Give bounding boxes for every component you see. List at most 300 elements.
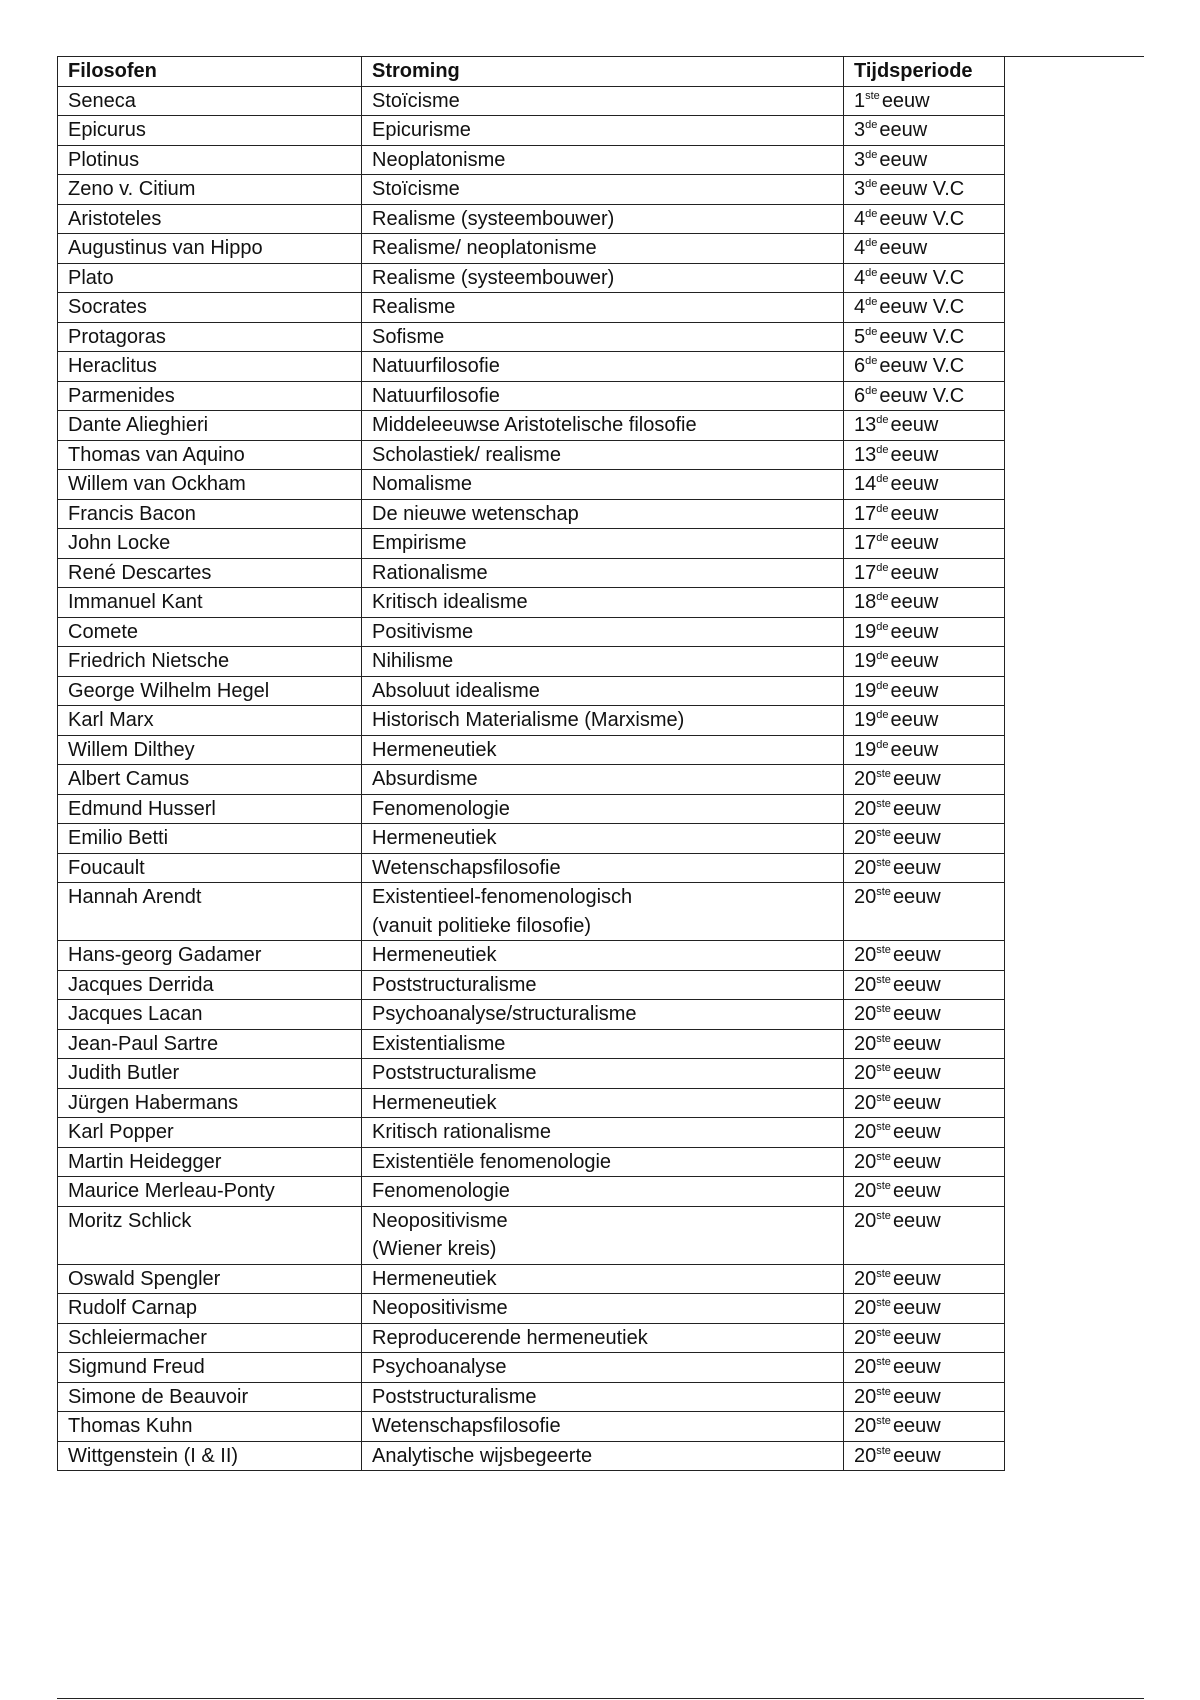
cell-stroming	[362, 824, 844, 854]
cell-tijdsperiode	[844, 234, 1005, 264]
cell-stroming	[362, 234, 844, 264]
stroming-line: Poststructuralisme	[372, 1385, 537, 1408]
cell-stroming	[362, 1382, 844, 1412]
century-label: eeuw	[892, 1209, 941, 1232]
century-label: eeuw V.C	[879, 296, 965, 318]
century-label: eeuw	[879, 148, 928, 171]
century-number: 17	[854, 561, 877, 584]
table-row	[58, 676, 1005, 706]
stroming-line: Hermeneutiek	[372, 1267, 497, 1290]
stroming-line: Psychoanalyse/structuralisme	[372, 1003, 637, 1025]
cell-tijdsperiode	[844, 529, 1005, 559]
stroming-line: Poststructuralisme	[372, 1062, 537, 1084]
century-number: 19	[854, 620, 877, 643]
century-ordinal-suffix: ste	[876, 768, 891, 780]
table-row	[58, 558, 1005, 588]
cell-stroming	[362, 440, 844, 470]
cell-stroming	[362, 941, 844, 971]
century-ordinal-suffix: ste	[876, 1297, 891, 1309]
cell-stroming	[362, 1206, 844, 1264]
cell-stroming	[362, 1088, 844, 1118]
century-number: 20	[854, 1297, 877, 1319]
cell-stroming	[362, 1177, 844, 1207]
cell-filosoof: Willem Dilthey	[58, 735, 362, 765]
table-row	[58, 1294, 1005, 1324]
cell-tijdsperiode	[844, 381, 1005, 411]
century-ordinal-suffix: de	[876, 561, 889, 574]
table-row	[58, 1147, 1005, 1177]
century-number: 14	[854, 473, 877, 495]
century-ordinal-suffix: ste	[876, 886, 891, 898]
cell-filosoof: Comete	[58, 617, 362, 647]
century-number: 20	[854, 1444, 877, 1467]
cell-stroming	[362, 263, 844, 293]
century-number: 20	[854, 1415, 877, 1437]
stroming-line: De nieuwe wetenschap	[372, 502, 579, 525]
cell-filosoof: Edmund Husserl	[58, 794, 362, 824]
century-label: eeuw	[892, 768, 941, 790]
century-ordinal-suffix: ste	[876, 1062, 891, 1074]
century-number: 20	[854, 1267, 877, 1290]
century-label: eeuw	[890, 532, 939, 554]
table-row	[58, 1118, 1005, 1148]
cell-stroming	[362, 352, 844, 382]
cell-filosoof: Parmenides	[58, 381, 362, 411]
cell-filosoof: Heraclitus	[58, 352, 362, 382]
stroming-line: Stoïcisme	[372, 178, 460, 200]
table-row	[58, 706, 1005, 736]
cell-stroming	[362, 1118, 844, 1148]
century-label: eeuw	[892, 1385, 941, 1408]
cell-tijdsperiode	[844, 1000, 1005, 1030]
cell-filosoof: Wittgenstein (I & II)	[58, 1441, 362, 1471]
cell-tijdsperiode	[844, 735, 1005, 765]
cell-stroming	[362, 1264, 844, 1294]
cell-filosoof: Maurice Merleau-Ponty	[58, 1177, 362, 1207]
century-label: eeuw	[890, 709, 939, 731]
century-ordinal-suffix: ste	[876, 973, 891, 986]
century-ordinal-suffix: de	[876, 414, 889, 426]
century-label: eeuw	[890, 414, 939, 436]
cell-filosoof: Simone de Beauvoir	[58, 1382, 362, 1412]
century-number: 20	[854, 1032, 877, 1055]
century-label: eeuw	[892, 1444, 941, 1467]
cell-filosoof: Martin Heidegger	[58, 1147, 362, 1177]
century-ordinal-suffix: de	[865, 178, 878, 190]
cell-filosoof: Rudolf Carnap	[58, 1294, 362, 1324]
header-tijdsperiode: Tijdsperiode	[844, 57, 1005, 87]
century-ordinal-suffix: de	[876, 738, 889, 751]
table-row	[58, 145, 1005, 175]
century-ordinal-suffix: ste	[876, 1180, 891, 1192]
cell-stroming	[362, 1000, 844, 1030]
cell-tijdsperiode	[844, 883, 1005, 941]
cell-stroming	[362, 1323, 844, 1353]
table-row	[58, 765, 1005, 795]
stroming-line: (vanuit politieke filosofie)	[372, 914, 591, 937]
cell-tijdsperiode	[844, 1059, 1005, 1089]
cell-stroming	[362, 204, 844, 234]
century-number: 19	[854, 738, 877, 761]
century-label: eeuw	[892, 973, 941, 996]
table-row	[58, 440, 1005, 470]
cell-stroming	[362, 765, 844, 795]
century-label: eeuw V.C	[879, 355, 965, 377]
century-number: 20	[854, 768, 877, 790]
century-number: 20	[854, 973, 877, 996]
stroming-line: Fenomenologie	[372, 1180, 510, 1202]
cell-tijdsperiode	[844, 411, 1005, 441]
century-ordinal-suffix: ste	[876, 1032, 891, 1045]
century-label: eeuw	[892, 1003, 941, 1025]
cell-stroming	[362, 499, 844, 529]
century-ordinal-suffix: de	[876, 709, 889, 721]
stroming-line: Realisme	[372, 296, 456, 318]
cell-filosoof: John Locke	[58, 529, 362, 559]
cell-tijdsperiode	[844, 1441, 1005, 1471]
cell-stroming	[362, 794, 844, 824]
century-ordinal-suffix: de	[876, 473, 889, 485]
century-label: eeuw	[892, 1062, 941, 1084]
cell-stroming	[362, 588, 844, 618]
cell-tijdsperiode	[844, 1412, 1005, 1442]
table-row	[58, 1264, 1005, 1294]
century-ordinal-suffix: ste	[876, 1444, 891, 1457]
century-number: 17	[854, 532, 877, 554]
stroming-line: Wetenschapsfilosofie	[372, 856, 561, 879]
cell-tijdsperiode	[844, 1029, 1005, 1059]
cell-tijdsperiode	[844, 1294, 1005, 1324]
cell-stroming	[362, 647, 844, 677]
cell-filosoof: Moritz Schlick	[58, 1206, 362, 1264]
table-row	[58, 647, 1005, 677]
table-row	[58, 116, 1005, 146]
century-ordinal-suffix: ste	[876, 1091, 891, 1104]
table-row	[58, 322, 1005, 352]
cell-filosoof: Plato	[58, 263, 362, 293]
cell-stroming	[362, 381, 844, 411]
century-ordinal-suffix: ste	[876, 1150, 891, 1163]
cell-filosoof: Hans-georg Gadamer	[58, 941, 362, 971]
century-number: 13	[854, 443, 877, 466]
cell-filosoof: Judith Butler	[58, 1059, 362, 1089]
century-label: eeuw	[892, 1180, 941, 1202]
century-label: eeuw	[879, 237, 928, 259]
century-number: 3	[854, 119, 866, 141]
century-label: eeuw	[892, 886, 941, 908]
cell-stroming	[362, 1353, 844, 1383]
century-label: eeuw V.C	[879, 384, 965, 407]
century-number: 4	[854, 296, 866, 318]
century-label: eeuw	[892, 797, 941, 820]
century-label: eeuw	[892, 1091, 941, 1114]
stroming-line: Epicurisme	[372, 119, 471, 141]
century-number: 20	[854, 1180, 877, 1202]
century-label: eeuw	[890, 620, 939, 643]
century-label: eeuw	[879, 119, 928, 141]
stroming-line: Natuurfilosofie	[372, 355, 500, 377]
century-ordinal-suffix: de	[865, 325, 878, 338]
cell-tijdsperiode	[844, 970, 1005, 1000]
century-label: eeuw	[890, 561, 939, 584]
century-label: eeuw	[892, 1150, 941, 1173]
cell-stroming	[362, 883, 844, 941]
cell-tijdsperiode	[844, 116, 1005, 146]
table-row	[58, 1088, 1005, 1118]
stroming-line: Existentieel-fenomenologisch	[372, 886, 633, 908]
header-filosofen: Filosofen	[58, 57, 362, 87]
cell-filosoof: Karl Marx	[58, 706, 362, 736]
stroming-line: Absoluut idealisme	[372, 679, 540, 702]
table-row	[58, 263, 1005, 293]
cell-tijdsperiode	[844, 1088, 1005, 1118]
century-number: 4	[854, 266, 866, 289]
cell-stroming	[362, 86, 844, 116]
cell-tijdsperiode	[844, 853, 1005, 883]
cell-stroming	[362, 411, 844, 441]
stroming-line: Absurdisme	[372, 768, 478, 790]
table-row	[58, 234, 1005, 264]
cell-stroming	[362, 676, 844, 706]
stroming-line: Stoïcisme	[372, 89, 460, 112]
stroming-line: Sofisme	[372, 325, 445, 348]
table-row	[58, 1059, 1005, 1089]
stroming-line: Reproducerende hermeneutiek	[372, 1326, 648, 1349]
century-number: 13	[854, 414, 877, 436]
table-row	[58, 470, 1005, 500]
stroming-line: Hermeneutiek	[372, 944, 497, 966]
cell-filosoof: Augustinus van Hippo	[58, 234, 362, 264]
table-row	[58, 411, 1005, 441]
cell-tijdsperiode	[844, 293, 1005, 323]
cell-stroming	[362, 1029, 844, 1059]
cell-tijdsperiode	[844, 765, 1005, 795]
cell-tijdsperiode	[844, 1382, 1005, 1412]
cell-tijdsperiode	[844, 263, 1005, 293]
century-label: eeuw	[890, 738, 939, 761]
century-ordinal-suffix: ste	[876, 1209, 891, 1222]
cell-tijdsperiode	[844, 499, 1005, 529]
century-ordinal-suffix: ste	[876, 1121, 891, 1133]
century-ordinal-suffix: de	[865, 237, 878, 249]
table-row	[58, 175, 1005, 205]
century-ordinal-suffix: ste	[876, 1326, 891, 1339]
century-label: eeuw	[890, 679, 939, 702]
table-row	[58, 853, 1005, 883]
century-number: 20	[854, 1003, 877, 1025]
century-label: eeuw V.C	[879, 178, 965, 200]
table-row	[58, 588, 1005, 618]
century-label: eeuw V.C	[879, 207, 965, 230]
cell-stroming	[362, 853, 844, 883]
table-row	[58, 86, 1005, 116]
century-number: 19	[854, 709, 877, 731]
century-ordinal-suffix: de	[865, 119, 878, 131]
table-row	[58, 1323, 1005, 1353]
stroming-line: Scholastiek/ realisme	[372, 443, 561, 466]
century-ordinal-suffix: ste	[876, 1003, 891, 1015]
table-row	[58, 204, 1005, 234]
cell-tijdsperiode	[844, 647, 1005, 677]
stroming-line: Existentialisme	[372, 1032, 506, 1055]
cell-filosoof: Hannah Arendt	[58, 883, 362, 941]
table-row	[58, 1441, 1005, 1471]
table-row	[58, 941, 1005, 971]
cell-filosoof: Francis Bacon	[58, 499, 362, 529]
cell-stroming	[362, 322, 844, 352]
cell-filosoof: Dante Alieghieri	[58, 411, 362, 441]
cell-filosoof: George Wilhelm Hegel	[58, 676, 362, 706]
century-label: eeuw	[892, 1121, 941, 1143]
stroming-line: Hermeneutiek	[372, 827, 497, 849]
cell-stroming	[362, 558, 844, 588]
stroming-line: Kritisch idealisme	[372, 591, 528, 613]
cell-stroming	[362, 970, 844, 1000]
century-label: eeuw	[890, 502, 939, 525]
century-number: 17	[854, 502, 877, 525]
cell-tijdsperiode	[844, 1353, 1005, 1383]
century-ordinal-suffix: ste	[876, 944, 891, 956]
cell-stroming	[362, 116, 844, 146]
stroming-line: Nihilisme	[372, 650, 454, 672]
century-ordinal-suffix: de	[876, 620, 889, 633]
century-ordinal-suffix: de	[865, 355, 878, 367]
century-ordinal-suffix: de	[865, 148, 878, 161]
stroming-line: Poststructuralisme	[372, 973, 537, 996]
cell-filosoof: Socrates	[58, 293, 362, 323]
century-number: 20	[854, 1356, 877, 1378]
century-ordinal-suffix: de	[876, 650, 889, 662]
stroming-line: Middeleeuwse Aristotelische filosofie	[372, 414, 697, 436]
cell-stroming	[362, 735, 844, 765]
century-number: 20	[854, 886, 877, 908]
cell-tijdsperiode	[844, 676, 1005, 706]
table-row	[58, 529, 1005, 559]
century-number: 3	[854, 178, 866, 200]
table-row	[58, 1206, 1005, 1264]
century-number: 18	[854, 591, 877, 613]
cell-stroming	[362, 1294, 844, 1324]
cell-stroming	[362, 706, 844, 736]
century-number: 20	[854, 1150, 877, 1173]
cell-stroming	[362, 1412, 844, 1442]
century-number: 4	[854, 237, 866, 259]
century-label: eeuw	[892, 1297, 941, 1319]
century-label: eeuw	[892, 1267, 941, 1290]
table-row	[58, 1000, 1005, 1030]
century-label: eeuw	[890, 650, 939, 672]
century-ordinal-suffix: ste	[876, 1385, 891, 1398]
century-number: 6	[854, 384, 866, 407]
stroming-line: Wetenschapsfilosofie	[372, 1415, 561, 1437]
century-label: eeuw V.C	[879, 325, 965, 348]
table-row	[58, 735, 1005, 765]
table-row	[58, 1177, 1005, 1207]
century-label: eeuw	[892, 1356, 941, 1378]
century-number: 20	[854, 944, 877, 966]
century-ordinal-suffix: ste	[876, 797, 891, 810]
table-row	[58, 1412, 1005, 1442]
table-row	[58, 381, 1005, 411]
stroming-line: Natuurfilosofie	[372, 384, 500, 407]
cell-tijdsperiode	[844, 1118, 1005, 1148]
stroming-line: Rationalisme	[372, 561, 488, 584]
century-ordinal-suffix: de	[876, 502, 889, 515]
stroming-line: Neopositivisme	[372, 1297, 508, 1319]
century-ordinal-suffix: ste	[876, 1356, 891, 1368]
cell-tijdsperiode	[844, 352, 1005, 382]
cell-tijdsperiode	[844, 794, 1005, 824]
stroming-line: Historisch Materialisme (Marxisme)	[372, 709, 685, 731]
cell-tijdsperiode	[844, 1147, 1005, 1177]
stroming-line: Kritisch rationalisme	[372, 1121, 551, 1143]
century-ordinal-suffix: ste	[876, 827, 891, 839]
cell-stroming	[362, 145, 844, 175]
cell-filosoof: Epicurus	[58, 116, 362, 146]
table-row	[58, 499, 1005, 529]
century-ordinal-suffix: de	[876, 532, 889, 544]
bottom-rule	[57, 1698, 1144, 1699]
cell-tijdsperiode	[844, 1206, 1005, 1264]
century-number: 20	[854, 797, 877, 820]
century-ordinal-suffix: de	[865, 384, 878, 397]
century-ordinal-suffix: de	[865, 296, 878, 308]
century-label: eeuw	[892, 1415, 941, 1437]
cell-filosoof: Jean-Paul Sartre	[58, 1029, 362, 1059]
cell-filosoof: Protagoras	[58, 322, 362, 352]
cell-tijdsperiode	[844, 941, 1005, 971]
cell-stroming	[362, 470, 844, 500]
cell-filosoof: Immanuel Kant	[58, 588, 362, 618]
cell-stroming	[362, 293, 844, 323]
cell-stroming	[362, 1059, 844, 1089]
cell-filosoof: Karl Popper	[58, 1118, 362, 1148]
century-number: 20	[854, 856, 877, 879]
top-rule	[1004, 56, 1144, 57]
century-label: eeuw	[892, 827, 941, 849]
cell-tijdsperiode	[844, 824, 1005, 854]
cell-filosoof: Albert Camus	[58, 765, 362, 795]
table-row	[58, 352, 1005, 382]
cell-tijdsperiode	[844, 617, 1005, 647]
cell-filosoof: Jacques Lacan	[58, 1000, 362, 1030]
cell-tijdsperiode	[844, 558, 1005, 588]
century-label: eeuw	[892, 944, 941, 966]
century-number: 5	[854, 325, 866, 348]
cell-filosoof: Willem van Ockham	[58, 470, 362, 500]
cell-filosoof: Thomas Kuhn	[58, 1412, 362, 1442]
stroming-line: Realisme (systeembouwer)	[372, 207, 615, 230]
cell-filosoof: Jacques Derrida	[58, 970, 362, 1000]
cell-tijdsperiode	[844, 322, 1005, 352]
century-number: 4	[854, 207, 866, 230]
cell-tijdsperiode	[844, 440, 1005, 470]
cell-filosoof: Aristoteles	[58, 204, 362, 234]
philosophers-table	[57, 56, 1005, 1471]
cell-tijdsperiode	[844, 175, 1005, 205]
century-number: 20	[854, 1326, 877, 1349]
table-row	[58, 970, 1005, 1000]
stroming-line: Positivisme	[372, 620, 474, 643]
century-label: eeuw	[890, 473, 939, 495]
century-number: 3	[854, 148, 866, 171]
cell-filosoof: Emilio Betti	[58, 824, 362, 854]
stroming-line: Empirisme	[372, 532, 467, 554]
century-number: 1	[854, 89, 866, 112]
cell-filosoof: Sigmund Freud	[58, 1353, 362, 1383]
cell-tijdsperiode	[844, 145, 1005, 175]
stroming-line: Analytische wijsbegeerte	[372, 1444, 593, 1467]
